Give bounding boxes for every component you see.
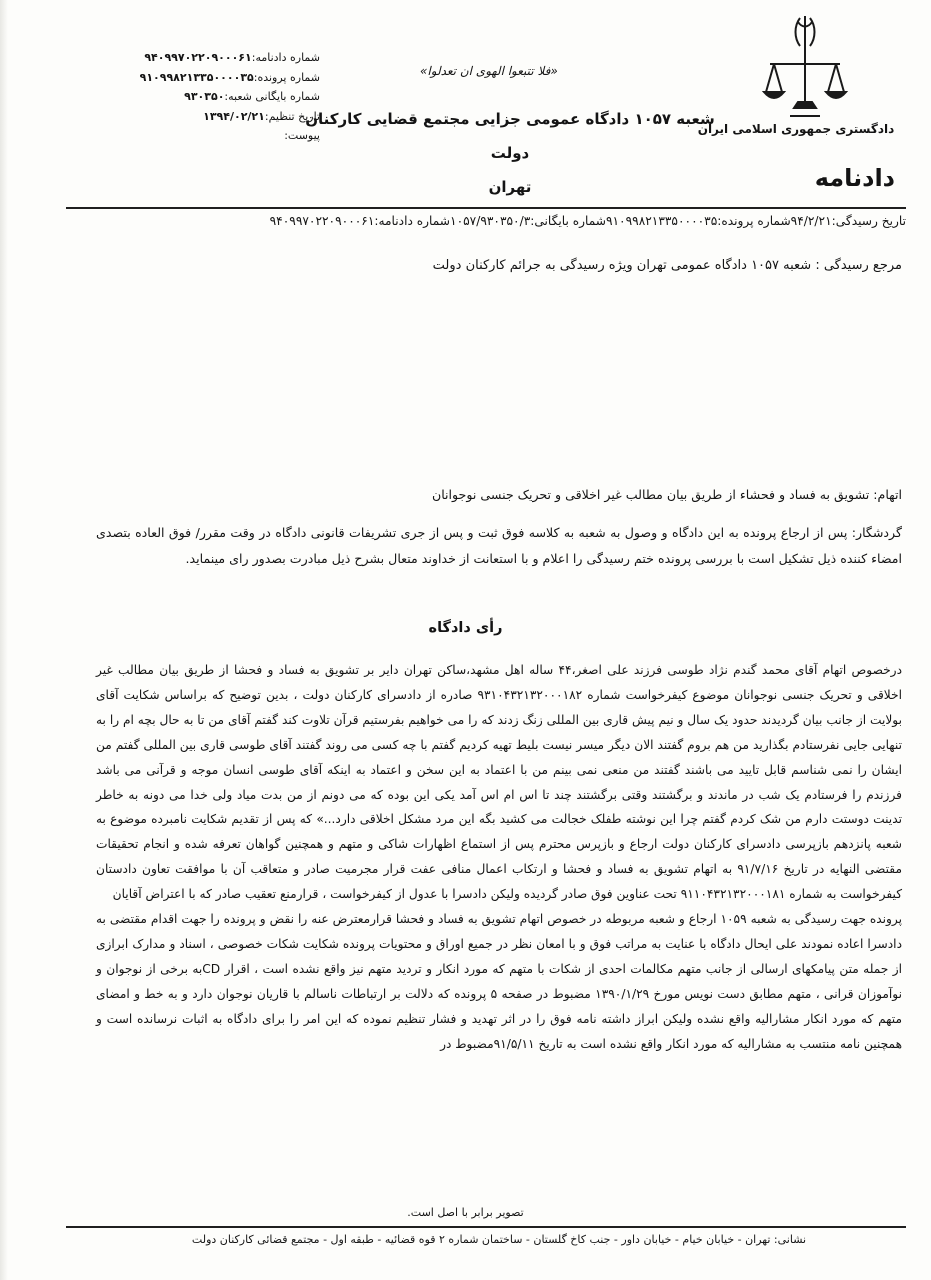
verdict-paragraph: درخصوص اتهام آقای محمد گندم نژاد طوسی فرزند علی اصغر،۴۴ ساله اهل مشهد،ساکن تهران دایر بر تشویق به فساد و فحشا از طریق بیان مطالب غیر اخلاقی و تحریک جنسی نوجوانان موضوع کیفرخواست شماره ۹۳۱۰۴۳۲۱۳۲۰۰۰۱۸۲ صادره از دادسرای کارکنان دولت ، بدین توضیح که براساس شکایت آقای بولایت از جانب بیان گردیدند حدود یک سال و نیم پیش قاری بین المللی زنگ زدند که را می خواهیم بفرستیم قرآن تلاوت کند گفتم آقای من تا به حال بچه ام را به تنهایی جایی نفرستادم بگذارید من هم بروم گفتند الان دیگر میسر نیست بلیط تهیه کردیم گفتم با چه کسی می روند گفتند آقای طوسی قاری بین المللی گفتم من ایشان را نمی شناسم قابل تایید می باشند گفتند من منعی نمی بینم من با اعتماد به این سخن و اعتماد به اینکه آقای طوسی انسان موجه و قرآنی می باشد فرزندم را فرستادم یک شب در ماندند و برگشتند وقتی برگشتند چند تا اس ام اس آمد یکی این بوده که می دونم از من بدت میاد ولی خدا می دونه به خاطر تدینت دوستت دارم من شک کردم گفتم چرا این نوشته طفلک خجالت می کشید بگه این مرد مشکل اخلاقی دارد...» که پس از تقدیم شکایت نامبرده موضوع به شعبه پانزدهم بازپرسی دادسرای کارکنان دولت ارجاع و بازپرس محترم پس از استماع اظهارات شاکی و متهم و همچنین گواهان تعرفه شده و انجام تحقیقات مقتضی النهایه در تاریخ ۹۱/۷/۱۶ به اتهام تشویق به فساد و فحشا و ارتکاب اعمال منافی عفت قرار مجرمیت صادر و متعاقب آن با موافقت تعاون دادستان کیفرخواست به شماره ۹۱۱۰۴۳۲۱۳۲۰۰۰۱۸۱ تحت عناوین فوق صادر گردیده ولیکن دادسرا با عدول از کیفرخواست ، قرارمنع تعقیب صادر که با اعتراض آقایان xyxy=(96,663,902,902)
verdict-body xyxy=(96,658,902,1057)
meta-label: شماره دادنامه: xyxy=(251,51,320,64)
proceedings-paragraph: گردشگار: پس از ارجاع پرونده به این دادگاه و وصول به شعبه به کلاسه فوق ثبت و پس از جری تشریفات قانونی دادگاه در وقت مقرر/ فوق العاده بتصدی امضاء کننده ذیل تشکیل است با بررسی پرونده ختم رسیدگی را اعلام و با استعانت از خداوند متعال بشرح ذیل مبادرت بصدور رای مینماید. xyxy=(96,525,902,566)
meta-label: پیوست: xyxy=(284,129,320,142)
scan-edge xyxy=(0,0,8,1280)
meta-row xyxy=(120,107,320,127)
meta-value: ۹۱۰۹۹۸۲۱۳۳۵۰۰۰۰۳۵ xyxy=(139,70,254,84)
verdict-paragraph: پرونده جهت رسیدگی به شعبه ۱۰۵۹ ارجاع و شعبه مربوطه در خصوص اتهام تشویق به فساد و فحشا قرارمعترض عنه را نقض و پرونده را جهت اقدام مقتضی به دادسرا اعاده نمودند علی ایحال دادگاه با عنایت به مراتب فوق و با امعان نظر در جمیع اوراق و محتویات پرونده شکایت شکات خصوصی ، اسناد و مدارک ابرازی از جمله متن پیامکهای ارسالی از جانب متهم مکالمات احدی از شکات با متهم که مورد انکار و تردید متهم نیز واقع نشده است ، اقرار CDبه برخی از نوجوان و نوآموزان قرانی ، متهم مطابق دست نویس مورخ ۱۳۹۰/۱/۲۹ مضبوط در صفحه ۵ پرونده که دلالت بر ارتباطات ناسالم با قاریان نوجوان دارد و به خط و امضای متهم که مورد انکار مشارالیه واقع نشده ولیکن ابراز داشته نامه فوق را در اثر تهدید و فشار تنظیم نموده که این امر را برای دادگاه به اثبات نرسانده است و همچنین نامه منتسب به مشارالیه که مورد انکار واقع نشده است به تاریخ ۹۱/۵/۱۱مضبوط در xyxy=(96,912,902,1051)
meta-row xyxy=(120,68,320,88)
judiciary-scales-emblem-icon xyxy=(760,12,850,122)
country-judiciary-label: دادگستری جمهوری اسلامی ایران xyxy=(697,122,895,136)
court-branch-name: شعبه ۱۰۵۷ دادگاه عمومی جزایی مجتمع قضایی کارکنان دولت xyxy=(305,110,715,162)
meta-value: ۱۳۹۴/۰۲/۲۱ xyxy=(203,109,265,123)
meta-label: شماره بایگانی شعبه: xyxy=(224,90,320,103)
meta-row xyxy=(120,126,320,146)
header-divider xyxy=(66,207,906,209)
certified-copy-note: تصویر برابر با اصل است. xyxy=(407,1206,524,1219)
court-branch xyxy=(300,102,720,204)
court-address: نشانی: تهران - خیابان خیام - خیابان داور - جنب کاخ گلستان - ساختمان شماره ۲ قوه قضائیه - طبقه اول - مجتمع قضائی کارکنان دولت xyxy=(191,1233,807,1246)
footer-divider xyxy=(66,1226,906,1228)
referring-authority: مرجع رسیدگی : شعبه ۱۰۵۷ دادگاه عمومی تهران ویژه رسیدگی به جرائم کارکنان دولت xyxy=(432,258,902,273)
court-branch-city: تهران xyxy=(488,178,532,196)
charges-paragraph: اتهام: تشویق به فساد و فحشاء از طریق بیان مطالب غیر اخلاقی و تحریک جنسی نوجوانان xyxy=(431,487,902,502)
meta-row xyxy=(120,87,320,107)
header-quote: «فلا تتبعوا الهوی ان تعدلوا» xyxy=(420,64,558,78)
document-meta xyxy=(120,48,320,146)
document-title: دادنامه xyxy=(814,164,895,192)
meta-label: تاریخ تنظیم: xyxy=(264,109,320,123)
meta-label: شماره پرونده: xyxy=(253,70,320,84)
verdict-heading: رأی دادگاه xyxy=(428,620,503,636)
meta-value: ۹۳۰۳۵۰ xyxy=(184,90,225,103)
meta-row xyxy=(120,48,320,68)
case-summary-line: تاریخ رسیدگی:۹۴/۲/۲۱شماره پرونده:۹۱۰۹۹۸۲۱۳۳۵۰۰۰۰۳۵شماره بایگانی:۱۰۵۷/۹۳۰۳۵۰/۳شماره دادنامه:۹۴۰۹۹۷۰۲۲۰۹۰۰۰۶۱ xyxy=(269,214,906,228)
meta-value: ۹۴۰۹۹۷۰۲۲۰۹۰۰۰۶۱ xyxy=(144,51,252,64)
